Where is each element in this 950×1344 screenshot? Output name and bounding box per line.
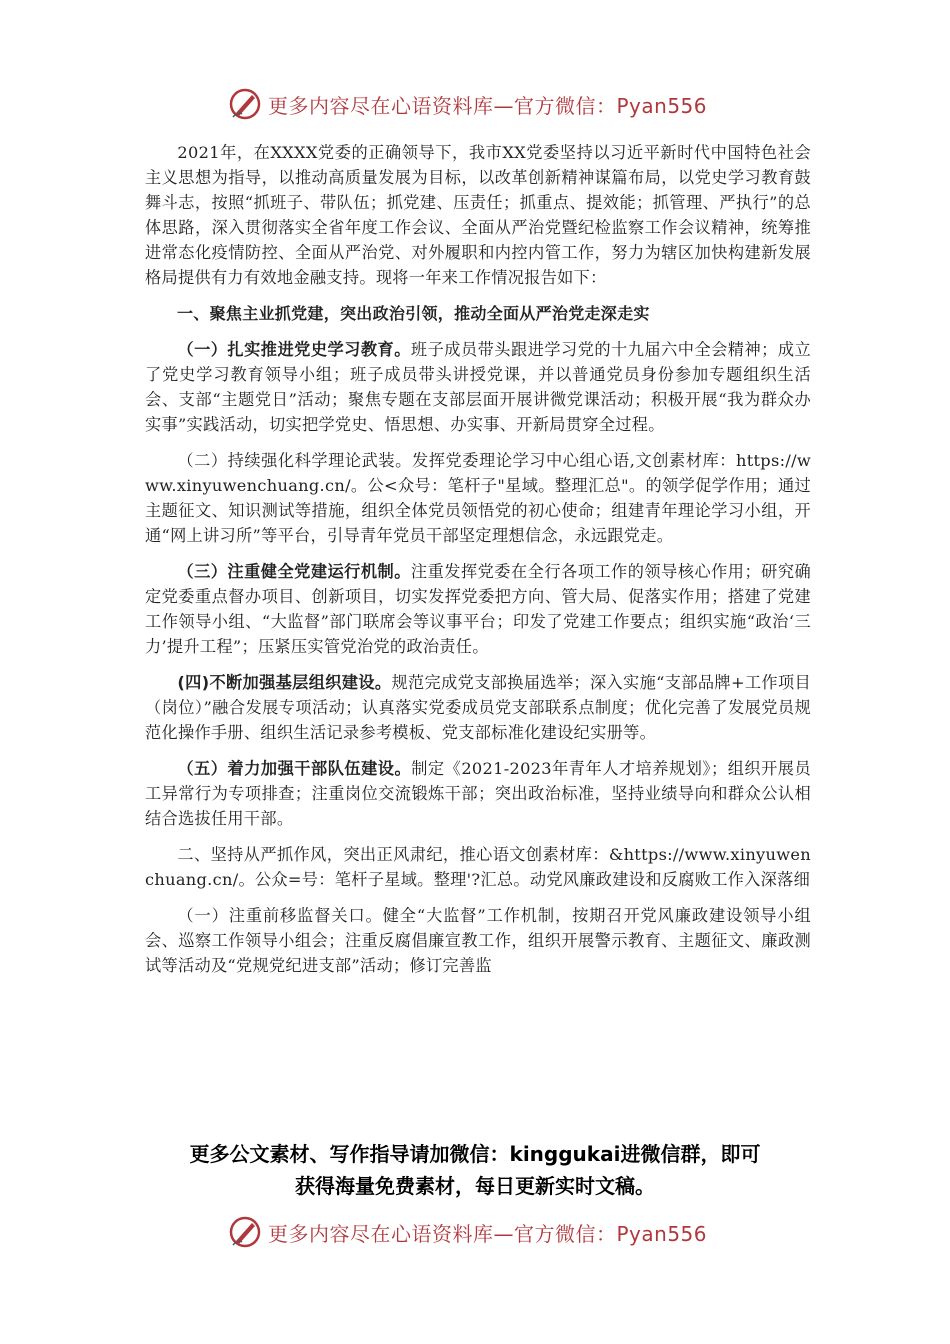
subsection-2: （二）持续强化科学理论武装。发挥党委理论学习中心组心语,文创素材库：https://www.xinyuwenchuang.cn/。公<众号：笔杆子"星域。整理汇总"。的领学促学作用；通过主题征文、知识测试等措施，组织全体党员领悟党的初心使命；组建青年理论学习小组，开通“网上讲习所”等平台，引导青年党员干部坚定理想信念，永远跟党走。: [145, 451, 811, 545]
subsection-3-body: 注重发挥党委在全行各项工作的领导核心作用；研究确定党委重点督办项目、创新项目，切实发挥党委把方向、管大局、促落实作用；搭建了党建工作领导小组、“大监督”部门联席会等议事平台；印发了党建工作要点；组织实施“政治‘三力’提升工程”；压紧压实管党治党的政治责任。: [145, 562, 812, 656]
subsection-1-body: 班子成员带头跟进学习党的十九届六中全会精神；成立了党史学习教育领导小组；班子成员带头讲授党课，并以普通党员身份参加专题组织生活会、支部“主题党日”活动；聚焦专题在支部层面开展讲微党课活动；积极开展“我为群众办实事”实践活动，切实把学党史、悟思想、办实事、开新局贯穿全过程。: [145, 340, 812, 434]
banner-text: 更多内容尽在心语资料库—官方微信：Pyan556: [268, 1221, 708, 1246]
pen-logo-icon: [228, 1215, 262, 1249]
promo-line-2: 获得海量免费素材，每日更新实时文稿。: [295, 1174, 655, 1198]
subsection-5-title: （五）着力加强干部队伍建设。: [177, 759, 412, 778]
footer-banner: [228, 1212, 748, 1252]
subsection-3: [145, 559, 811, 659]
promo-notice: [120, 1138, 830, 1202]
banner-text: 更多内容尽在心语资料库—官方微信：Pyan556: [268, 93, 708, 118]
pen-logo-icon: [228, 87, 262, 121]
subsection-1-title: （一）扎实推进党史学习教育。: [177, 340, 411, 359]
subsection-1: [145, 337, 811, 437]
document-body: [145, 140, 811, 989]
intro-paragraph: 2021年，在XXXX党委的正确领导下，我市XX党委坚持以习近平新时代中国特色社会主义思想为指导，以推动高质量发展为目标，以改革创新精神谋篇布局，以党史学习教育鼓舞斗志，按照“抓班子、带队伍；抓党建、压责任；抓重点、提效能；抓管理、严执行”的总体思路，深入贯彻落实全省年度工作会议、全面从严治党暨纪检监察工作会议精神，统筹推进常态化疫情防控、全面从严治党、对外履职和内控内管工作，努力为辖区加快构建新发展格局提供有力有效地金融支持。现将一年来工作情况报告如下：: [145, 143, 811, 287]
promo-line-1: 更多公文素材、写作指导请加微信：kinggukai进微信群，即可: [189, 1142, 761, 1166]
subsection-4-title: (四)不断加强基层组织建设。: [177, 673, 392, 692]
subsection-5-body: 制定《2021-2023年青年人才培养规划》；组织开展员工异常行为专项排查；注重岗位交流锻炼干部；突出政治标准，坚持业绩导向和群众公认相结合选拔任用干部。: [145, 759, 811, 828]
subsection-5: [145, 756, 811, 831]
section-heading-1: 一、聚焦主业抓党建，突出政治引领，推动全面从严治党走深走实: [177, 304, 650, 323]
subsection-4: [145, 670, 811, 745]
subsection-3-title: （三）注重健全党建运行机制。: [177, 562, 411, 581]
header-banner: [228, 84, 748, 124]
section-heading-2: 二、坚持从严抓作风，突出正风肃纪，推心语文创素材库：&https://www.xinyuwenchuang.cn/。公众=号：笔杆子星域。整理'?汇总。动党风廉政建设和反腐败工作入深落细: [145, 845, 811, 889]
subsection-4-body: 规范完成党支部换届选举；深入实施“支部品牌+工作项目（岗位）”融合发展专项活动；认真落实党委成员党支部联系点制度；优化完善了发展党员规范化操作手册、组织生活记录参考模板、党支部标准化建设纪实册等。: [145, 673, 811, 742]
subsection-6: （一）注重前移监督关口。健全“大监督”工作机制，按期召开党风廉政建设领导小组会、巡察工作领导小组会；注重反腐倡廉宣教工作，组织开展警示教育、主题征文、廉政测试等活动及“党规党纪进支部”活动；修订完善监: [145, 906, 811, 975]
